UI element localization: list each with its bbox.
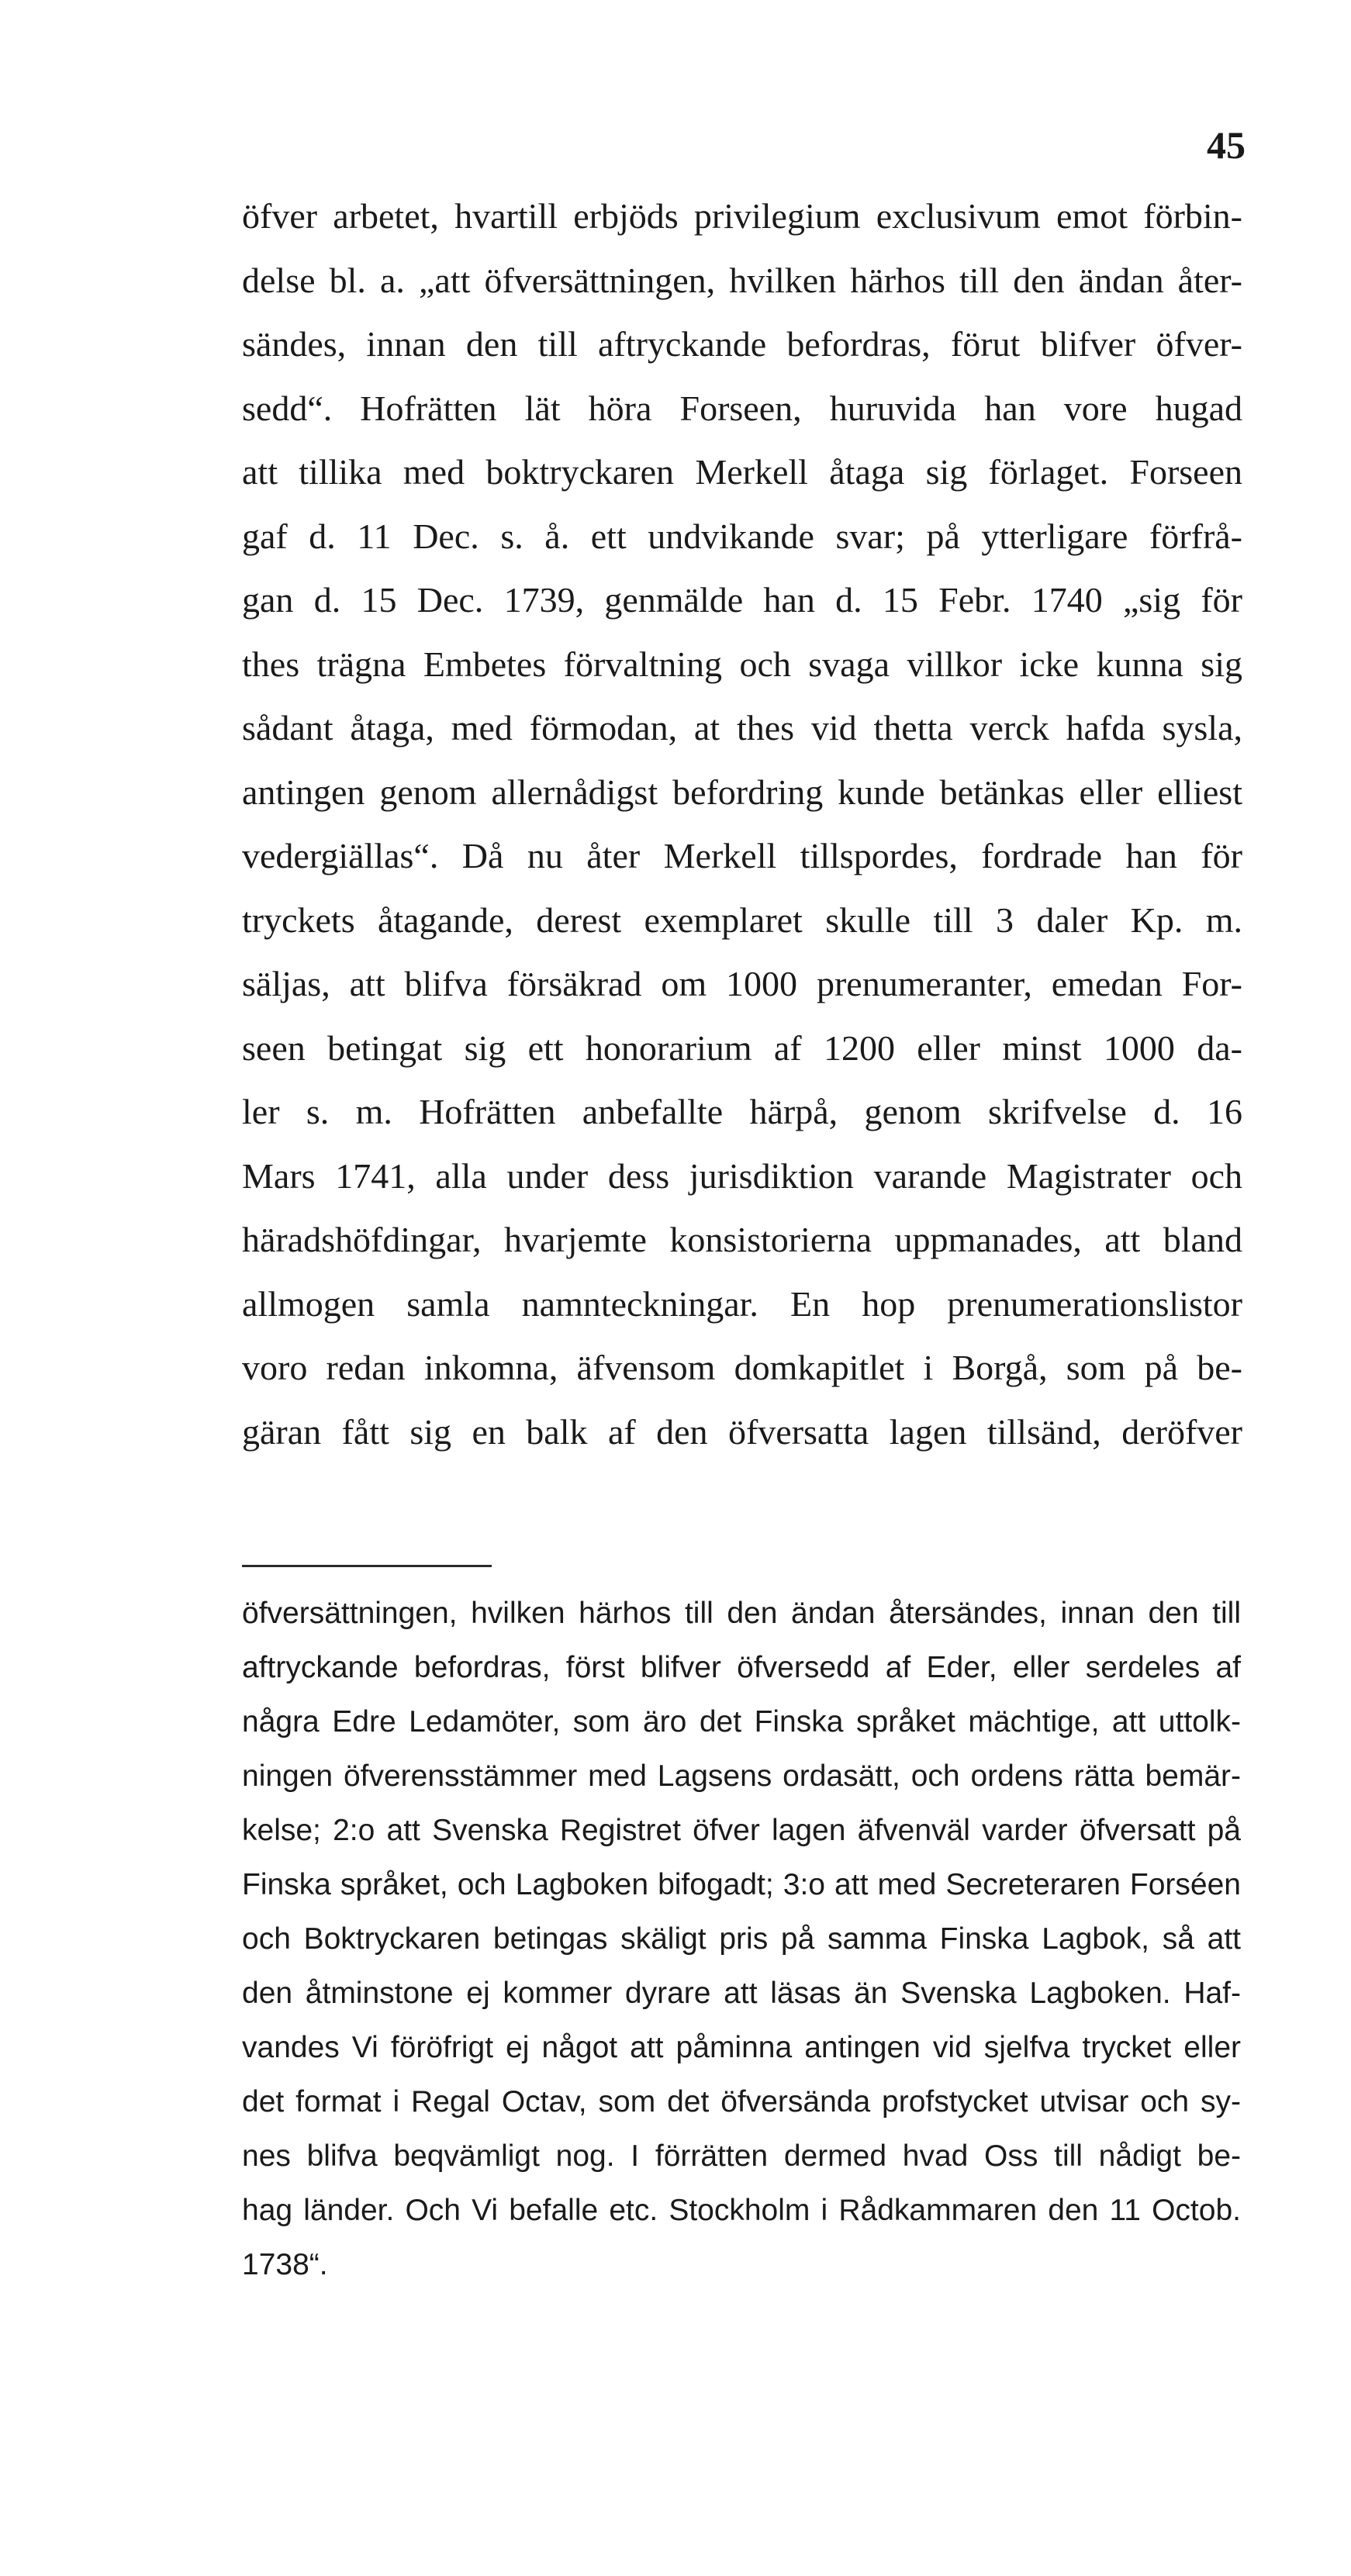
text-line: sådant åtaga, med förmodan, at thes vid thetta verck hafda sysla, [242,708,1242,748]
footnote-line: aftryckande befordras, först blifver öfversedd af Eder, eller serdeles af [242,1651,1241,1684]
footnote-line: nes blifva beqvämligt nog. I förrätten dermed hvad Oss till nådigt be- [242,2139,1241,2173]
footnote-line: Finska språket, och Lagboken bifogadt; 3:o att med Secreteraren Forséen [242,1868,1241,1901]
footnote-line: och Boktryckaren betingas skäligt pris på samma Finska Lagbok, så att [242,1922,1241,1956]
text-line: allmogen samla namnteckningar. En hop prenumerationslistor [242,1283,1242,1324]
main-text [242,185,1242,1464]
footnote-line: 1738“. [242,2248,328,2281]
footnote-line: öfversättningen, hvilken härhos till den ändan återsändes, innan den till [242,1597,1241,1630]
text-line: vedergiällas“. Då nu åter Merkell tillspordes, fordrade han för [242,836,1242,875]
text-line: antingen genom allernådigst befordring kunde betänkas eller elliest [242,772,1242,812]
text-line: gan d. 15 Dec. 1739, genmälde han d. 15 Febr. 1740 „sig för [242,580,1242,620]
page-number: 45 [1207,123,1246,167]
text-line: säljas, att blifva försäkrad om 1000 prenumeranter, emedan For- [242,964,1242,1003]
text-line: sändes, innan den till aftryckande befordras, förut blifver öfver- [242,324,1242,364]
text-line: tryckets åtagande, derest exemplaret skulle till 3 daler Kp. m. [242,900,1242,940]
text-line: gaf d. 11 Dec. s. å. ett undvikande svar; på ytterligare förfrå- [242,516,1242,556]
text-line: gäran fått sig en balk af den öfversatta lagen tillsänd, deröfver [242,1411,1242,1452]
text-line: öfver arbetet, hvartill erbjöds privilegium exclusivum emot förbin- [242,196,1242,236]
text-line: att tillika med boktryckaren Merkell åtaga sig förlaget. Forseen [242,452,1242,492]
footnote-line: ningen öfverensstämmer med Lagsens ordasätt, och ordens rätta bemär- [242,1759,1241,1793]
footnote [242,1587,1241,2292]
footnote-line: kelse; 2:o att Svenska Registret öfver lagen äfvenväl varder öfversatt på [242,1814,1241,1847]
text-line: delse bl. a. „att öfversättningen, hvilken härhos till den ändan åter- [242,260,1242,300]
footnote-line: hag länder. Och Vi befalle etc. Stockholm i Rådkammaren den 11 Octob. [242,2194,1241,2227]
text-line: ler s. m. Hofrätten anbefallte härpå, genom skrifvelse d. 16 [242,1092,1242,1131]
footnote-line: det format i Regal Octav, som det öfversända profstycket utvisar och sy- [242,2085,1241,2118]
footnote-line: några Edre Ledamöter, som äro det Finska språket mächtige, att uttolk- [242,1705,1241,1739]
footnote-divider [242,1565,492,1567]
text-line: Mars 1741, alla under dess jurisdiktion varande Magistrater och [242,1155,1242,1196]
text-line: thes trägna Embetes förvaltning och svaga villkor icke kunna sig [242,644,1242,684]
text-line: sedd“. Hofrätten lät höra Forseen, huruvida han vore hugad [242,388,1242,428]
text-line: häradshöfdingar, hvarjemte konsistorierna uppmanades, att bland [242,1220,1242,1259]
footnote-line: vandes Vi föröfrigt ej något att påminna antingen vid sjelfva trycket eller [242,2031,1241,2064]
text-line: seen betingat sig ett honorarium af 1200 eller minst 1000 da- [242,1027,1242,1068]
footnote-line: den åtminstone ej kommer dyrare att läsas än Svenska Lagboken. Haf- [242,1977,1241,2010]
text-line: voro redan inkomna, äfvensom domkapitlet i Borgå, som på be- [242,1348,1242,1387]
